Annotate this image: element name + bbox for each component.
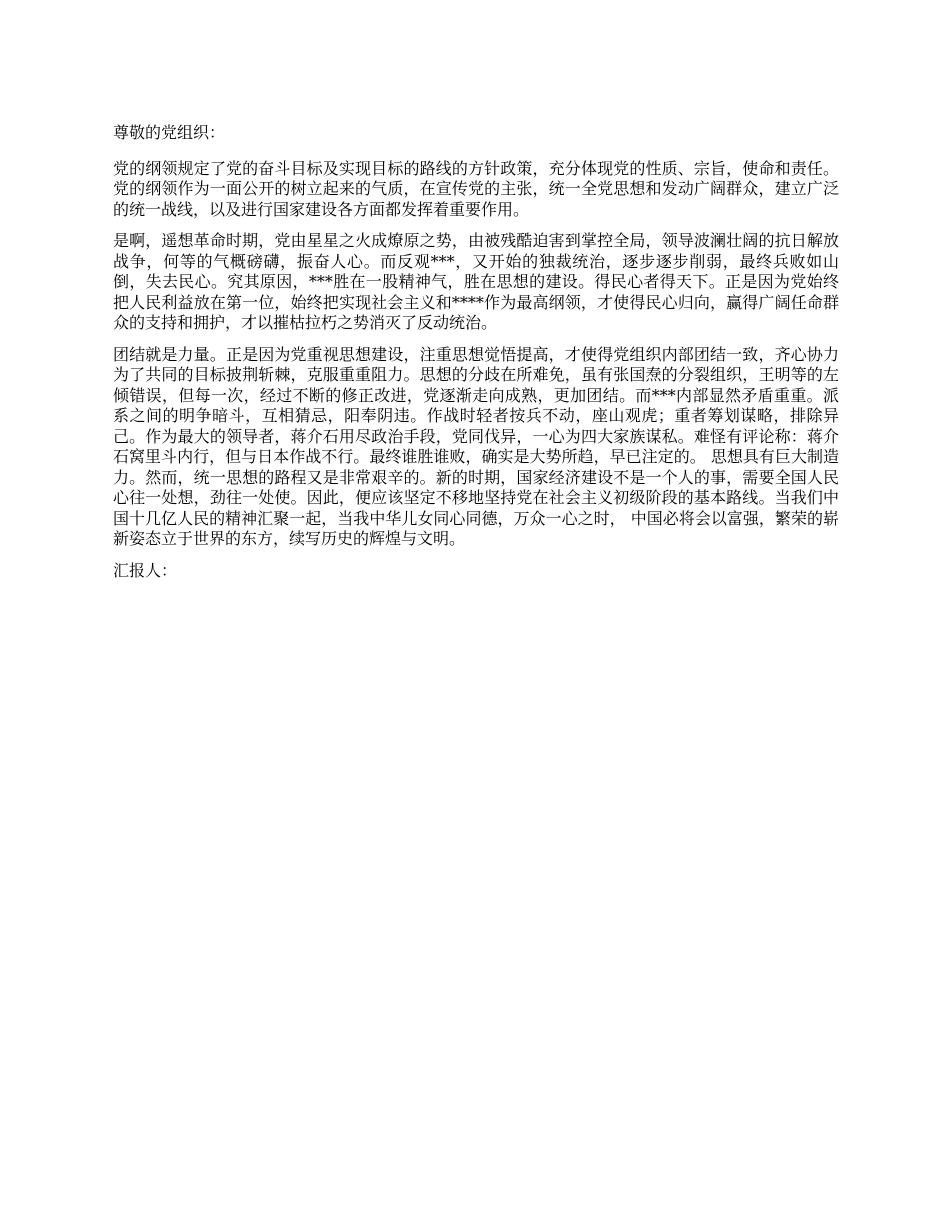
body-paragraph-3: 团结就是力量。正是因为党重视思想建设，注重思想觉悟提高，才使得党组织内部团结一致，齐心协力为了共同的目标披荆斩棘，克服重重阻力。思想的分歧在所难免，虽有张国焘的分裂组织，王明等的左倾错误，但每一次，经过不断的修正改进，党逐渐走向成熟，更加团结。而***内部显然矛盾重重。派系之间的明争暗斗，互相猜忌，阳奉阴违。作战时轻者按兵不动，座山观虎；重者筹划谋略，排除异己。作为最大的领导者，蒋介石用尽政治手段，党同伐异，一心为四大家族谋私。难怪有评论称：蒋介石窝里斗内行，但与日本作战不行。最终谁胜谁败，确实是大势所趋，早已注定的。 思想具有巨大制造力。然而，统一思想的路程又是非常艰辛的。新的时期，国家经济建设不是一个人的事，需要全国人民心往一处想，劲往一处使。因此，便应该坚定不移地坚持党在社会主义初级阶段的基本路线。当我们中国十几亿人民的精神汇聚一起，当我中华儿女同心同德，万众一心之时， 中国必将会以富强，繁荣的崭新姿态立于世界的东方，续写历史的辉煌与文明。 [113,344,839,548]
signature-line: 汇报人： [113,560,178,580]
body-paragraph-1: 党的纲领规定了党的奋斗目标及实现目标的路线的方针政策，充分体现党的性质、宗旨，使命和责任。党的纲领作为一面公开的树立起来的气质，在宣传党的主张，统一全党思想和发动广阔群众，建立广泛的统一战线，以及进行国家建设各方面都发挥着重要作用。 [113,158,839,219]
body-paragraph-2: 是啊，遥想革命时期，党由星星之火成燎原之势，由被残酷迫害到掌控全局，领导波澜壮阔的抗日解放战争，何等的气概磅礴，振奋人心。而反观***，又开始的独裁统治，逐步逐步削弱，最终兵败如山倒，失去民心。究其原因，***胜在一股精神气，胜在思想的建设。得民心者得天下。正是因为党始终把人民利益放在第一位，始终把实现社会主义和****作为最高纲领，才使得民心归向，赢得广阔任命群众的支持和拥护，才以摧枯拉朽之势消灭了反动统治。 [113,231,839,332]
document-page [113,123,839,592]
salutation: 尊敬的党组织： [113,123,226,142]
